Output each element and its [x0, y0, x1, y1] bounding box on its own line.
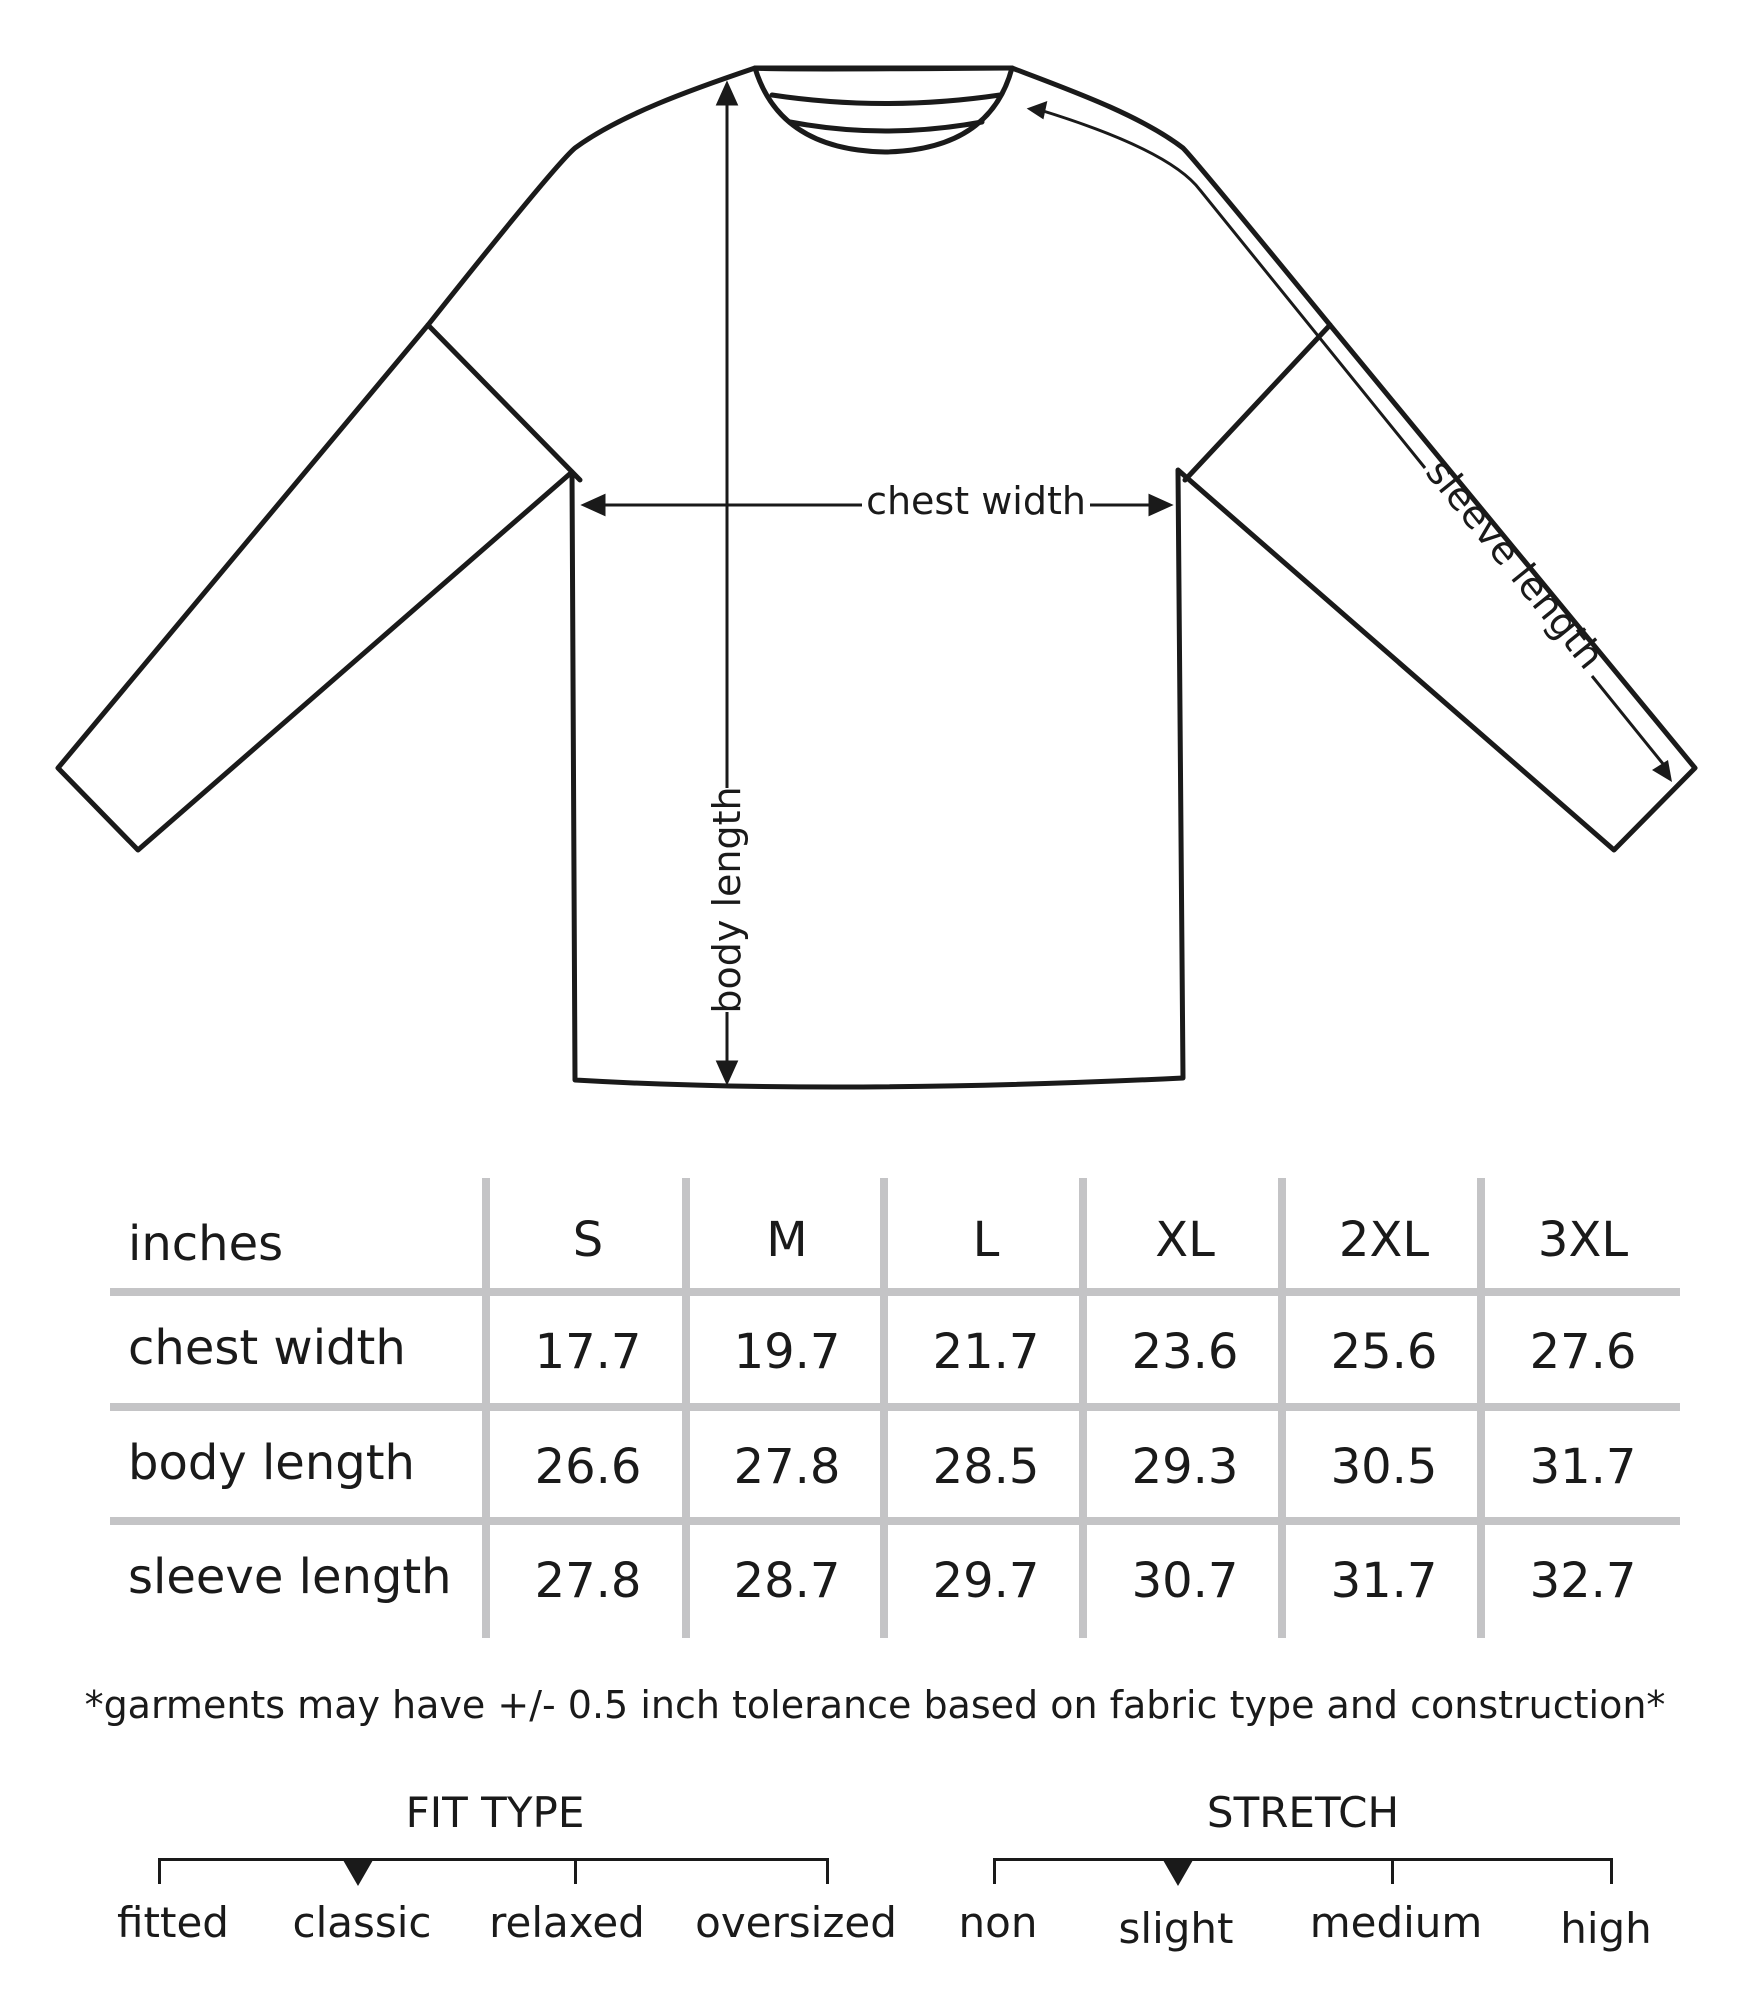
body-length-label: body length	[705, 786, 749, 1014]
fit-type-line	[158, 1858, 828, 1861]
size-header: 3XL	[1537, 1212, 1629, 1268]
stretch-line	[993, 1858, 1613, 1861]
table-divider	[110, 1288, 1680, 1296]
fit-option-oversized: oversized	[695, 1898, 897, 1947]
fit-option-fitted: fitted	[117, 1898, 229, 1947]
size-header: S	[572, 1212, 604, 1268]
stretch-marker-icon	[1163, 1860, 1193, 1886]
left-raglan-seam	[428, 325, 580, 480]
table-cell: 27.6	[1529, 1324, 1637, 1380]
stretch-option-high: high	[1560, 1904, 1652, 1953]
table-divider	[110, 1517, 1680, 1525]
collar-rib-1	[772, 95, 1000, 104]
collar-inner	[755, 68, 1012, 69]
row-label: body length	[128, 1435, 415, 1491]
size-header: XL	[1155, 1212, 1215, 1268]
table-cell: 29.7	[932, 1553, 1040, 1609]
row-label: chest width	[128, 1320, 406, 1376]
table-cell: 26.6	[534, 1439, 642, 1495]
tolerance-note: *garments may have +/- 0.5 inch tolerance based on fabric type and construction*	[84, 1683, 1666, 1727]
stretch-title: STRETCH	[1206, 1788, 1400, 1837]
sleeve-length-label: sleeve length	[1417, 450, 1613, 678]
table-divider	[110, 1403, 1680, 1411]
scale-tick	[574, 1858, 577, 1884]
table-cell: 23.6	[1131, 1324, 1239, 1380]
scale-tick	[1610, 1858, 1613, 1884]
row-label: sleeve length	[128, 1549, 452, 1605]
fit-type-title: FIT TYPE	[405, 1788, 585, 1837]
fit-type-marker-icon	[343, 1860, 373, 1886]
table-cell: 28.7	[733, 1553, 841, 1609]
stretch-option-slight: slight	[1118, 1904, 1234, 1953]
size-table	[110, 1178, 1680, 1638]
fit-option-classic: classic	[292, 1898, 432, 1947]
stretch-option-medium: medium	[1309, 1898, 1483, 1947]
stretch-option-non: non	[958, 1898, 1038, 1947]
unit-header: inches	[128, 1216, 284, 1272]
size-header: L	[972, 1212, 1000, 1268]
chest-width-label: chest width	[866, 479, 1086, 523]
scale-tick	[826, 1858, 829, 1884]
table-cell: 27.8	[534, 1553, 642, 1609]
table-cell: 32.7	[1529, 1553, 1637, 1609]
table-cell: 25.6	[1330, 1324, 1438, 1380]
collar-outer	[755, 68, 1012, 152]
table-cell: 29.3	[1131, 1439, 1239, 1495]
table-cell: 21.7	[932, 1324, 1040, 1380]
scale-tick	[1391, 1858, 1394, 1884]
shirt-outline	[58, 68, 1695, 1087]
size-header: M	[766, 1212, 808, 1268]
table-cell: 17.7	[534, 1324, 642, 1380]
table-cell: 31.7	[1529, 1439, 1637, 1495]
fit-option-relaxed: relaxed	[489, 1898, 645, 1947]
table-cell: 30.5	[1330, 1439, 1438, 1495]
right-raglan-seam	[1185, 325, 1330, 480]
scale-tick	[993, 1858, 996, 1884]
table-cell: 27.8	[733, 1439, 841, 1495]
scale-tick	[158, 1858, 161, 1884]
table-cell: 31.7	[1330, 1553, 1438, 1609]
table-cell: 28.5	[932, 1439, 1040, 1495]
collar-rib-2	[790, 122, 982, 131]
table-cell: 30.7	[1131, 1553, 1239, 1609]
table-cell: 19.7	[733, 1324, 841, 1380]
size-header: 2XL	[1338, 1212, 1430, 1268]
